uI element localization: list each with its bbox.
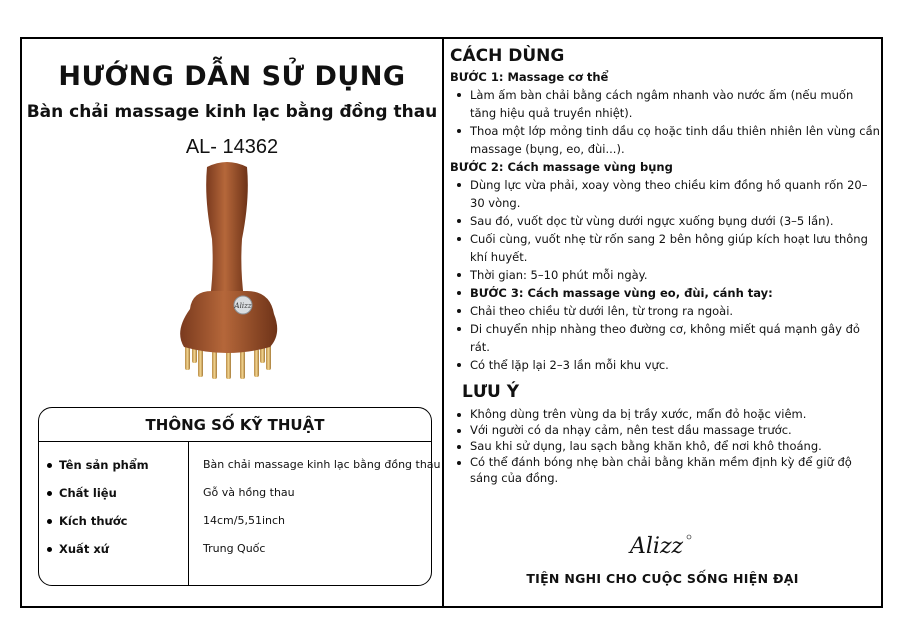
brand-logo bbox=[626, 527, 696, 561]
list-item: Chải theo chiều từ dưới lên, từ trong ra ngoài. bbox=[450, 302, 880, 320]
brand-logo-text: Alizz bbox=[630, 534, 684, 559]
spec-row bbox=[39, 514, 431, 534]
spec-row bbox=[39, 542, 431, 562]
step3-list bbox=[450, 284, 880, 374]
list-item: Dùng lực vừa phải, xoay vòng theo chiều kim đồng hồ quanh rốn 20–30 vòng. bbox=[450, 176, 880, 212]
list-item: Cuối cùng, vuốt nhẹ từ rốn sang 2 bên hông giúp kích hoạt lưu thông khí huyết. bbox=[450, 230, 880, 266]
page-title: HƯỚNG DẪN SỬ DỤNG bbox=[58, 61, 406, 92]
column-divider bbox=[442, 37, 444, 608]
spec-key: Kích thước bbox=[59, 514, 128, 528]
spec-key: Tên sản phẩm bbox=[59, 458, 149, 472]
list-item: Di chuyển nhịp nhàng theo đường cơ, không miết quá mạnh gây đỏ rát. bbox=[450, 320, 880, 356]
spec-divider bbox=[39, 441, 431, 442]
bullet-icon bbox=[47, 547, 52, 552]
spec-row bbox=[39, 458, 441, 478]
spec-value: Gỗ và hồng thau bbox=[203, 486, 295, 499]
step1-list bbox=[450, 86, 880, 158]
product-image bbox=[152, 159, 302, 379]
spec-title: THÔNG SỐ KỸ THUẬT bbox=[145, 416, 325, 434]
spec-key: Xuất xứ bbox=[59, 542, 109, 556]
usage-heading: CÁCH DÙNG bbox=[450, 46, 565, 66]
notes-heading: LƯU Ý bbox=[462, 382, 520, 402]
spec-value: 14cm/5,51inch bbox=[203, 514, 286, 527]
right-panel bbox=[450, 44, 880, 486]
spec-table bbox=[38, 407, 441, 586]
bullet-icon bbox=[47, 463, 52, 468]
notes-list bbox=[450, 406, 880, 486]
list-item: Thời gian: 5–10 phút mỗi ngày. bbox=[450, 266, 880, 284]
step1-title: BƯỚC 1: Massage cơ thể bbox=[450, 70, 609, 84]
bullet-icon bbox=[47, 491, 52, 496]
list-item: Với người có da nhạy cảm, nên test dầu massage trước. bbox=[450, 422, 880, 438]
product-badge-logo: Alizz bbox=[234, 302, 252, 310]
list-item: Thoa một lớp mỏng tinh dầu cọ hoặc tinh dầu thiên nhiên lên vùng cần massage (bụng, eo, đùi...). bbox=[450, 122, 880, 158]
product-subtitle: Bàn chải massage kinh lạc bằng đồng thau bbox=[26, 102, 438, 122]
list-item: Sau khi sử dụng, lau sạch bằng khăn khô, để nơi khô thoáng. bbox=[450, 438, 880, 454]
spec-row bbox=[39, 486, 431, 506]
spec-value: Trung Quốc bbox=[203, 542, 266, 555]
step2-list bbox=[450, 176, 880, 284]
list-item: Sau đó, vuốt dọc từ vùng dưới ngực xuống bụng dưới (3–5 lần). bbox=[450, 212, 880, 230]
spec-value: Bàn chải massage kinh lạc bằng đồng thau bbox=[203, 458, 441, 471]
step2-title: BƯỚC 2: Cách massage vùng bụng bbox=[450, 160, 673, 174]
list-item: Làm ấm bàn chải bằng cách ngâm nhanh vào nước ấm (nếu muốn tăng hiệu quả truyền nhiệt). bbox=[450, 86, 880, 122]
brand-tagline: TIỆN NGHI CHO CUỘC SỐNG HIỆN ĐẠI bbox=[526, 571, 799, 586]
model-number: AL- 14362 bbox=[185, 136, 279, 158]
list-item: Có thể đánh bóng nhẹ bàn chải bằng khăn mềm định kỳ để giữ độ sáng của đồng. bbox=[450, 454, 880, 486]
list-item: Có thể lặp lại 2–3 lần mỗi khu vực. bbox=[450, 356, 880, 374]
spec-key: Chất liệu bbox=[59, 486, 117, 500]
bullet-icon bbox=[47, 519, 52, 524]
step3-title: BƯỚC 3: Cách massage vùng eo, đùi, cánh tay: bbox=[450, 284, 880, 302]
list-item: Không dùng trên vùng da bị trầy xước, mẩn đỏ hoặc viêm. bbox=[450, 406, 880, 422]
